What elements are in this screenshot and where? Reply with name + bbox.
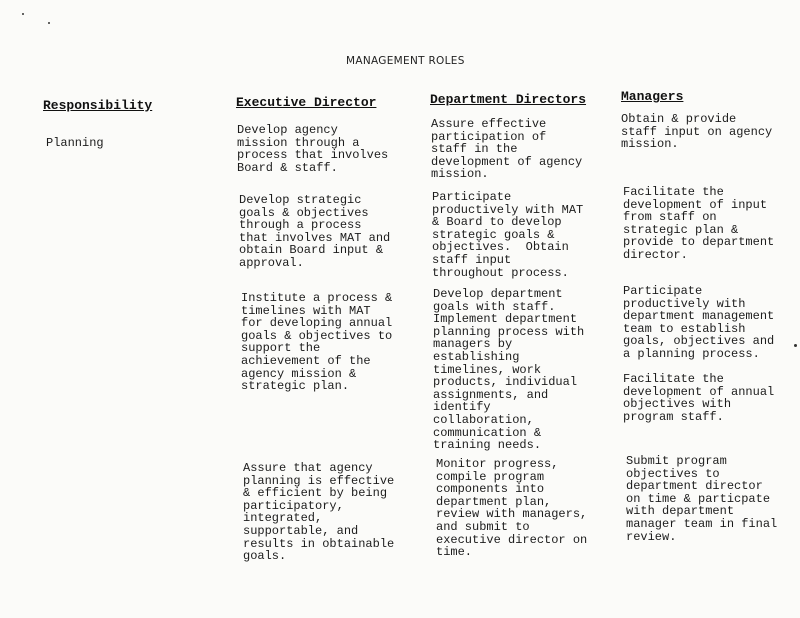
scan-speck-3 [794, 344, 797, 347]
row3-department: Develop department goals with staff. Implement department planning process with managers by establishing timelines, work products, individual assignments, and identify collaboration, communication & training needs. [433, 287, 585, 453]
header-executive-director: Executive Director [236, 95, 377, 110]
scan-speck-2 [48, 22, 50, 24]
row2-executive: Develop strategic goals & objectives through a process that involves MAT and obtain Board input & approval. [239, 193, 391, 270]
row4-department: Monitor progress, compile program components into department plan, review with managers, and submit to executive director on time. [436, 457, 588, 560]
header-department-directors: Department Directors [430, 92, 587, 107]
row3-executive: Institute a process & timelines with MAT for developing annual goals & objectives to support the achievement of the agency mission & strategic plan. [241, 291, 393, 394]
scan-speck-1 [22, 13, 24, 15]
row4-executive: Assure that agency planning is effective & efficient by being participatory, integrated, supportable, and results in obtainable goals. [243, 461, 395, 564]
row4-managers: Submit program objectives to department director on time & particpate with department manager team in final review. [626, 454, 778, 544]
row1-department: Assure effective participation of staff in the development of agency mission. [431, 117, 583, 182]
header-responsibility: Responsibility [43, 98, 153, 113]
row1-managers: Obtain & provide staff input on agency mission. [621, 112, 773, 152]
row3-managers: Participate productively with department management team to establish goals, objectives and a planning process. Facilitate the development of annual objectives with program staff. [623, 284, 775, 424]
header-managers: Managers [621, 89, 684, 104]
row1-executive: Develop agency mission through a process that involves Board & staff. [237, 123, 389, 175]
row2-department: Participate productively with MAT & Board to develop strategic goals & objectives. Obtain staff input throughout process. [432, 190, 584, 280]
responsibility-planning: Planning [46, 136, 104, 150]
document-title: MANAGEMENT ROLES [346, 55, 465, 67]
row2-managers: Facilitate the development of input from staff on strategic plan & provide to department director. [623, 185, 775, 262]
